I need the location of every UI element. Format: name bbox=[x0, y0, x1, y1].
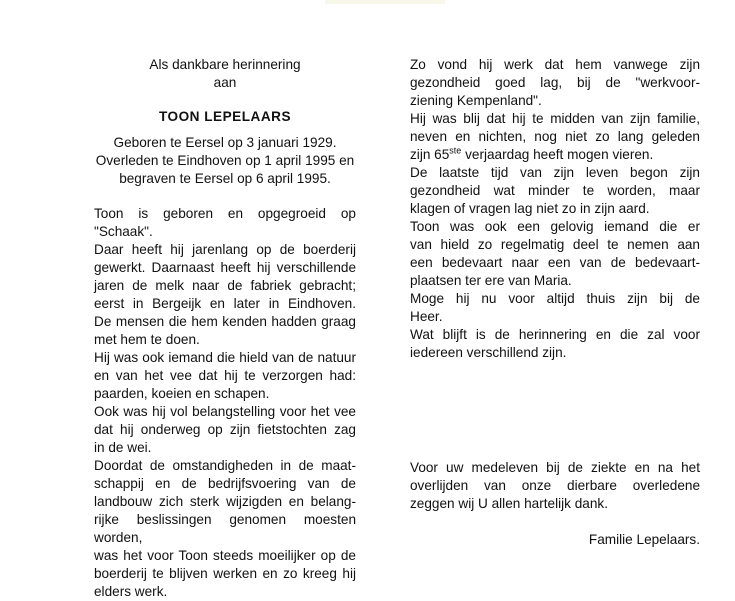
text-line: overlijden van onze dierbare overledene bbox=[410, 478, 700, 493]
text-line: boerderij te blijven werken en zo kreeg hij bbox=[94, 566, 356, 581]
paragraph-r1 bbox=[410, 56, 700, 110]
paragraph-3 bbox=[94, 403, 356, 457]
deceased-name: TOON LEPELAARS bbox=[158, 109, 292, 124]
text-line: rijke beslissingen genomen moesten worden, bbox=[94, 512, 356, 545]
text-line: Moge hij nu voor altijd thuis zijn bij de bbox=[410, 291, 700, 306]
text-line: Daar heeft hij jarenlang op de boerderij bbox=[94, 242, 356, 257]
birthday-line bbox=[410, 146, 700, 164]
text-line: Ook was hij vol belangstelling voor het vee bbox=[94, 404, 356, 419]
birth-line-1: Geboren te Eersel op 3 januari 1929. bbox=[113, 135, 337, 150]
paragraph-r4 bbox=[410, 218, 700, 290]
text-line: Toon was ook een gelovig iemand die er bbox=[410, 219, 700, 234]
text-line: De laatste tijd van zijn leven begon zijn bbox=[410, 165, 700, 180]
burial-line: begraven te Eersel op 6 april 1995. bbox=[119, 171, 331, 186]
death-line: Overleden te Eindhoven op 1 april 1995 en bbox=[95, 153, 355, 168]
left-column bbox=[94, 56, 356, 601]
text-line: met hem te doen. bbox=[94, 332, 200, 347]
paragraph-1 bbox=[94, 205, 356, 349]
paragraph-4 bbox=[94, 457, 356, 601]
top-edge-mark bbox=[325, 0, 445, 4]
text-line: en van het vee dat hij te verzorgen had: bbox=[94, 368, 356, 383]
text-line: gewerkt. Daarnaast heeft hij verschillende bbox=[94, 260, 356, 275]
text-line: plaatsen ter ere van Maria. bbox=[410, 273, 572, 288]
text-line: eerst in Bergeijk en later in Eindhoven. bbox=[94, 296, 356, 311]
text-line: klagen of vragen lag niet zo in zijn aard. bbox=[410, 201, 650, 216]
paragraph-r6 bbox=[410, 326, 700, 362]
intro-line-2: aan bbox=[213, 75, 237, 90]
ordinal-suffix: ste bbox=[449, 145, 462, 156]
text-line: Heer. bbox=[410, 309, 443, 324]
text-line: van hield zo regelmatig deel te nemen aan bbox=[410, 237, 700, 252]
text-line: elders werk. bbox=[94, 584, 168, 599]
text-line: Zo vond hij werk dat hem vanwege zijn bbox=[410, 57, 700, 72]
text-line: Hij was blij dat hij te midden van zijn familie, bbox=[410, 111, 700, 126]
paragraph-2 bbox=[94, 349, 356, 403]
right-column bbox=[410, 56, 700, 362]
text-line: paarden, koeien en schapen. bbox=[94, 386, 270, 401]
text-line: Toon is geboren en opgegroeid op "Schaak". bbox=[94, 206, 356, 239]
text-line: Wat blijft is de herinnering en die zal voor bbox=[410, 327, 700, 342]
text-line: dat hij onderweg op zijn fietstochten zag bbox=[94, 422, 356, 437]
text-line: Doordat de omstandigheden in de maat- bbox=[94, 458, 356, 473]
text-line: jaren de melk naar de fabriek gebracht; bbox=[94, 278, 356, 293]
paragraph-r5 bbox=[410, 290, 700, 326]
text-line: Voor uw medeleven bij de ziekte en na het bbox=[410, 460, 700, 475]
text-line: iedereen verschillend zijn. bbox=[410, 345, 567, 360]
paragraph-r3 bbox=[410, 164, 700, 218]
text-line: landbouw zich sterk wijzigden en belang- bbox=[94, 494, 356, 509]
text-line: was het voor Toon steeds moeilijker op de bbox=[94, 548, 356, 563]
text-line: zeggen wij U allen hartelijk dank. bbox=[410, 496, 608, 511]
thank-you-note bbox=[410, 459, 700, 513]
paragraph-r2 bbox=[410, 110, 700, 164]
text-line: een bedevaart naar een van de bedevaart- bbox=[410, 255, 700, 270]
text-line: neven en nichten, nog niet zo lang geleden bbox=[410, 129, 700, 144]
intro-line-1: Als dankbare herinnering bbox=[149, 57, 301, 72]
family-signature: Familie Lepelaars. bbox=[588, 532, 700, 547]
birthday-suffix: verjaardag heeft mogen vieren. bbox=[461, 147, 654, 162]
text-line: in de wei. bbox=[94, 440, 152, 455]
birthday-prefix: zijn 65 bbox=[410, 147, 450, 162]
text-line: ziening Kempenland". bbox=[410, 93, 542, 108]
text-line: De mensen die hem kenden hadden graag bbox=[94, 314, 356, 329]
text-line: gezondheid wat minder te worden, maar bbox=[410, 183, 700, 198]
text-line: gezondheid goed lag, bij de "werkvoor- bbox=[410, 75, 700, 90]
text-line: schappij en de bedrijfsvoering van de bbox=[94, 476, 356, 491]
text-line: Hij was ook iemand die hield van de natuur bbox=[94, 350, 356, 365]
